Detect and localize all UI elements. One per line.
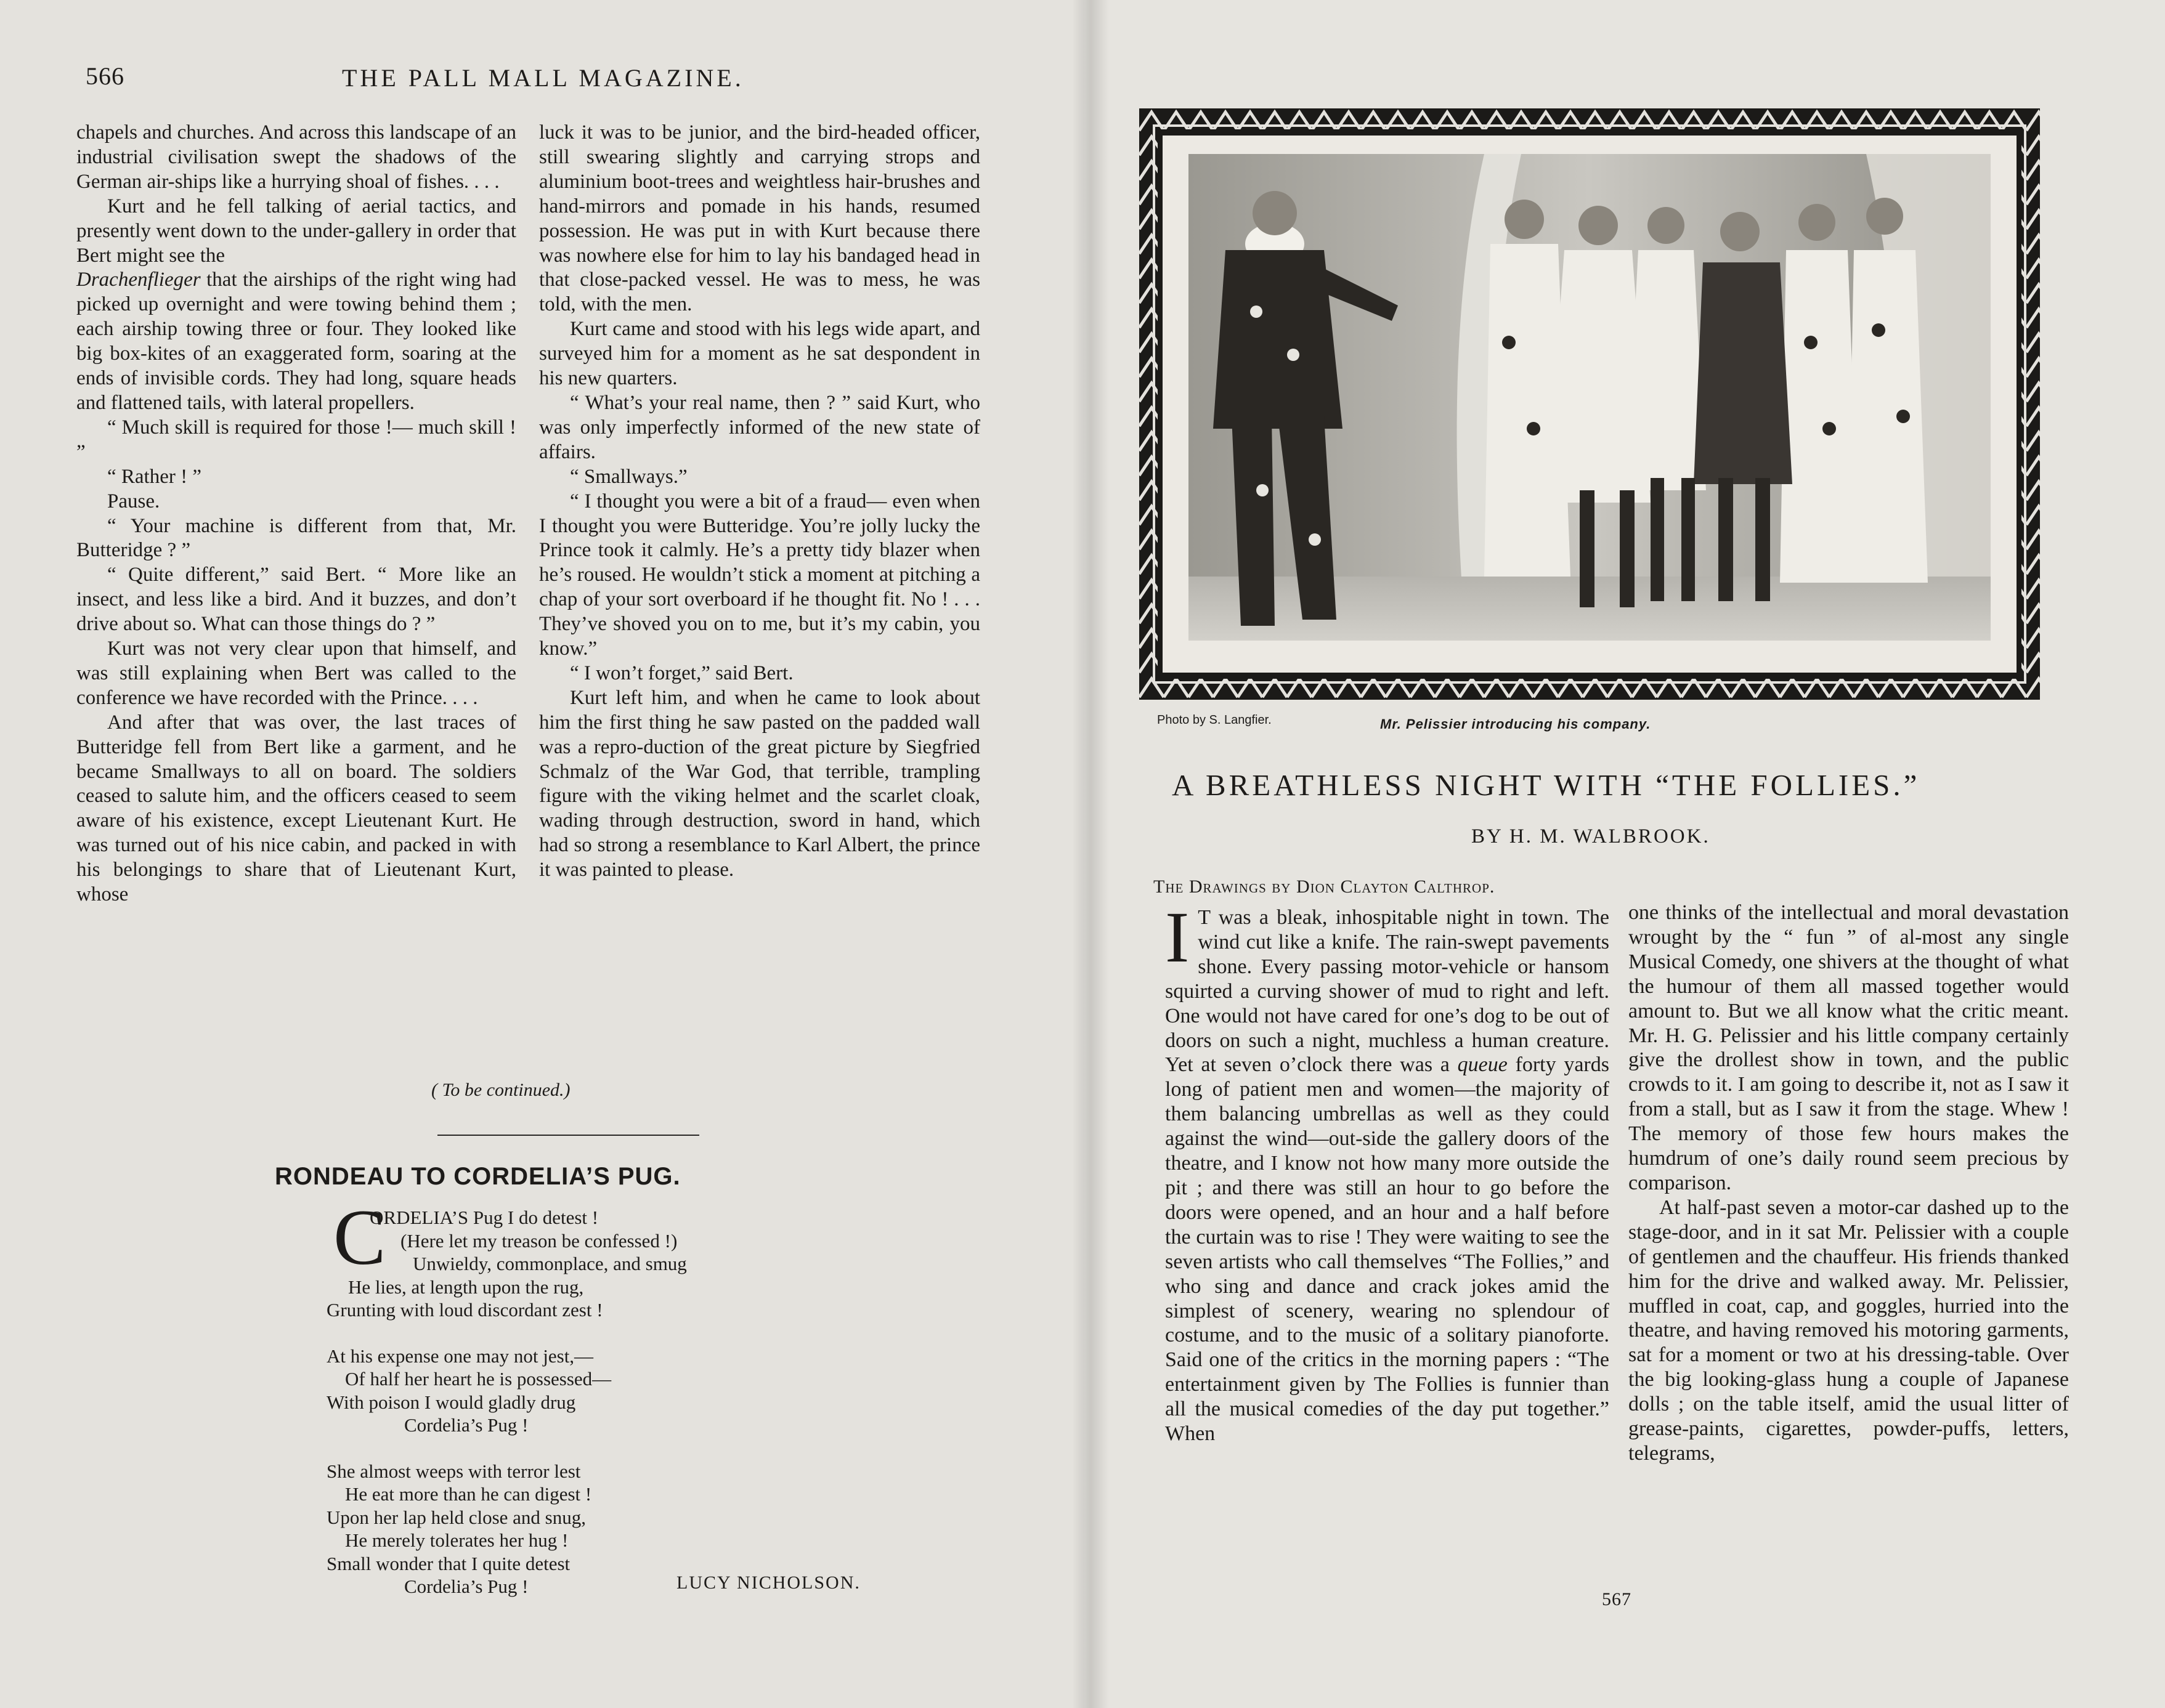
- drawings-credit: The Drawings by Dion Clayton Calthrop.: [1153, 876, 1495, 897]
- serial-paragraph: “ Much skill is required for those !— much skill ! ”: [76, 416, 516, 463]
- photo-credit: Photo by S. Langfier.: [1157, 713, 1272, 727]
- poem-stanza: [327, 1345, 795, 1437]
- serial-paragraph: Drachenflieger that the airships of the right wing had picked up overnight and were towing behind them ; each airship towing three or four. They looked like big box-kites of an exaggerated form, soaring at the ends of invisible cords. They had long, square heads and flattened tails, with lateral propellers.: [76, 269, 516, 414]
- section-rule: [437, 1135, 699, 1136]
- serial-paragraph: Kurt left him, and when he came to look about him the first thing he saw pasted on the padded wall was a repro-duction of the great picture by Siegfried Schmalz of the War God, that terrible, trampling figure with the viking helmet and the scarlet cloak, wading through destruction, sword in hand, which had so strong a resemblance to Karl Albert, the prince it was painted to please.: [539, 686, 980, 881]
- poem-line: He lies, at length upon the rug,: [348, 1276, 584, 1298]
- photo-caption: Mr. Pelissier introducing his company.: [1380, 716, 1651, 732]
- serial-column-1: [76, 121, 516, 907]
- serial-paragraph: luck it was to be junior, and the bird-headed officer, still swearing slightly and carrying strops and aluminium boot-trees and weightless hair-brushes and hand-mirrors and pomade in his hands, resumed possession. He was put in with Kurt because there was nowhere else for him to lay his bandaged head in that close-packed vessel. He was to mess, he was told, with the men.: [539, 121, 980, 316]
- photograph: [1139, 108, 2040, 700]
- article-drop-cap: I: [1165, 897, 1190, 977]
- serial-paragraph: “ Smallways.”: [570, 465, 688, 488]
- poem-line: Small wonder that I quite detest: [327, 1552, 571, 1574]
- poem-line: She almost weeps with terror lest: [327, 1460, 581, 1482]
- article-title: A BREATHLESS NIGHT WITH “THE FOLLIES.”: [1172, 768, 1920, 802]
- poem-body: [327, 1206, 795, 1621]
- poem-line: Upon her lap held close and snug,: [327, 1506, 586, 1528]
- page-number-right: 567: [1602, 1589, 1631, 1609]
- right-page: [1084, 0, 2165, 1708]
- article-paragraph-1b: forty yards long of patient men and women—the majority of them balancing umbrellas as well as they could against the wind—out-side the gallery doors of the theatre, and I know not how many more outside the pit ; and there was still an hour to go before the doors were opened, and an hour and a half before the curtain was to rise ! They were waiting to see the seven artists who call themselves “The Follies,” and who sing and dance and crack jokes amid the simplest of scenery, wearing no splendour of costume, and to the music of a solitary pianoforte. Said one of the critics in the morning papers : “The entertainment given by The Follies is funnier than all the musical comedies of the day put together.” When: [1165, 1053, 1609, 1446]
- serial-column-2: [539, 121, 980, 883]
- article-italic-queue: queue: [1457, 1053, 1508, 1077]
- to-be-continued: ( To be continued.): [431, 1080, 571, 1100]
- article-paragraph-1a: T was a bleak, inhospitable night in town. The wind cut like a knife. The rain-swept pavements shone. Every passing motor-vehicle or hansom squirted a curving shower of mud to right and left. One would not have cared for one’s dog to be out of doors on such a night, muchless a human creature. Yet at seven o’clock there was a: [1165, 906, 1609, 1077]
- poem-drop-cap: C: [333, 1194, 386, 1281]
- poem-line: Unwieldy, commonplace, and smug: [413, 1253, 687, 1274]
- serial-paragraph: “ Your machine is different from that, Mr. Butteridge ? ”: [76, 514, 516, 562]
- poem-line: Cordelia’s Pug !: [404, 1576, 529, 1597]
- serial-paragraph: chapels and churches. And across this landscape of an industrial civilisation swept the shadows of the German air-ships like a hurrying shoal of fishes. . . .: [76, 121, 516, 193]
- serial-paragraph: “ What’s your real name, then ? ” said Kurt, who was only imperfectly informed of the new state of affairs.: [539, 391, 980, 463]
- serial-italic: Drachenflieger: [76, 269, 201, 291]
- serial-paragraph: Pause.: [107, 490, 160, 512]
- poem-line: At his expense one may not jest,—: [327, 1345, 594, 1367]
- poem-stanza: [327, 1206, 795, 1322]
- poem-line: Cordelia’s Pug !: [404, 1414, 529, 1436]
- serial-paragraph: Kurt was not very clear upon that himself, and was still explaining when Bert was called to the conference we have recorded with the Prince. . . .: [76, 637, 516, 709]
- article-paragraph: At half-past seven a motor-car dashed up to the stage-door, and in it sat Mr. Pelissier with a couple of gentlemen and the chauffeur. His friends thanked him for the drive and walked away. Mr. Pelissier, muffled in coat, cap, and goggles, hurried into the theatre, and having removed his motoring garments, sat for a moment or two at his dressing-table. Over the big looking-glass hung a couple of Japanese dolls ; on the table itself, amid the usual litter of grease-paints, cigarettes, powder-puffs, letters, telegrams,: [1628, 1196, 2069, 1465]
- serial-paragraph: Kurt and he fell talking of aerial tactics, and presently went down to the under-gallery in order that Bert might see the: [76, 195, 516, 267]
- article-paragraph: one thinks of the intellectual and moral devastation wrought by the “ fun ” of al-most any single Musical Comedy, one shivers at the thought of what the humour of them all massed together would amount to. But we all know what the critic meant. Mr. H. G. Pelissier and his little company certainly give the drollest show in town, and the public crowds to it. I am going to describe it, not as I saw it from a stall, but as I saw it from the stage. Whew ! The memory of those few hours makes the humdrum of one’s daily round seem precious by comparison.: [1628, 901, 2069, 1194]
- photo-frame: [1139, 108, 2040, 700]
- poem-line: (Here let my treason be confessed !): [400, 1229, 678, 1252]
- poem-line: ORDELIA’S Pug I do detest !: [370, 1207, 599, 1228]
- page-number-left: 566: [86, 62, 124, 90]
- serial-paragraph: Kurt came and stood with his legs wide apart, and surveyed him for a moment as he sat despondent in his new quarters.: [539, 318, 980, 390]
- serial-paragraph: And after that was over, the last traces of Butteridge fell from Bert like a garment, and he became Smallways to all on board. The soldiers ceased to salute him, and the officers ceased to seem aware of his existence, except Lieutenant Kurt. He was turned out of his nice cabin, and packed in with his belongings to share that of Lieutenant Kurt, whose: [76, 711, 516, 906]
- serial-paragraph: “ I thought you were a bit of a fraud— even when I thought you were Butteridge. You’re jolly lucky the Prince took it calmly. He’s a pretty tidy blazer when he’s roused. He wouldn’t stick a moment at pitching a chap of your sort overboard if he thought fit. No ! . . . They’ve shoved you on to me, but it’s my cabin, you know.”: [539, 490, 980, 660]
- book-gutter: [1072, 0, 1109, 1708]
- serial-paragraph: “ Rather ! ”: [107, 465, 201, 488]
- poem-line: He merely tolerates her hug !: [345, 1529, 569, 1551]
- article-column-1: [1165, 897, 1609, 1446]
- poem-line: He eat more than he can digest !: [345, 1483, 592, 1505]
- serial-paragraph: “ I won’t forget,” said Bert.: [570, 662, 794, 684]
- poem-author: LUCY NICHOLSON.: [676, 1572, 861, 1593]
- poem-line: Grunting with loud discordant zest !: [327, 1299, 603, 1321]
- article-byline: BY H. M. WALBROOK.: [1471, 825, 1710, 848]
- serial-paragraph: “ Quite different,” said Bert. “ More like an insect, and less like a bird. And it buzzes, and don’t drive about so. What can those things do ? ”: [76, 564, 516, 636]
- running-head: THE PALL MALL MAGAZINE.: [342, 64, 744, 92]
- poem-line: With poison I would gladly drug: [327, 1391, 576, 1413]
- article-column-2: [1628, 901, 2069, 1466]
- poem-line: Of half her heart he is possessed—: [345, 1368, 612, 1390]
- poem-title: RONDEAU TO CORDELIA’S PUG.: [275, 1163, 681, 1190]
